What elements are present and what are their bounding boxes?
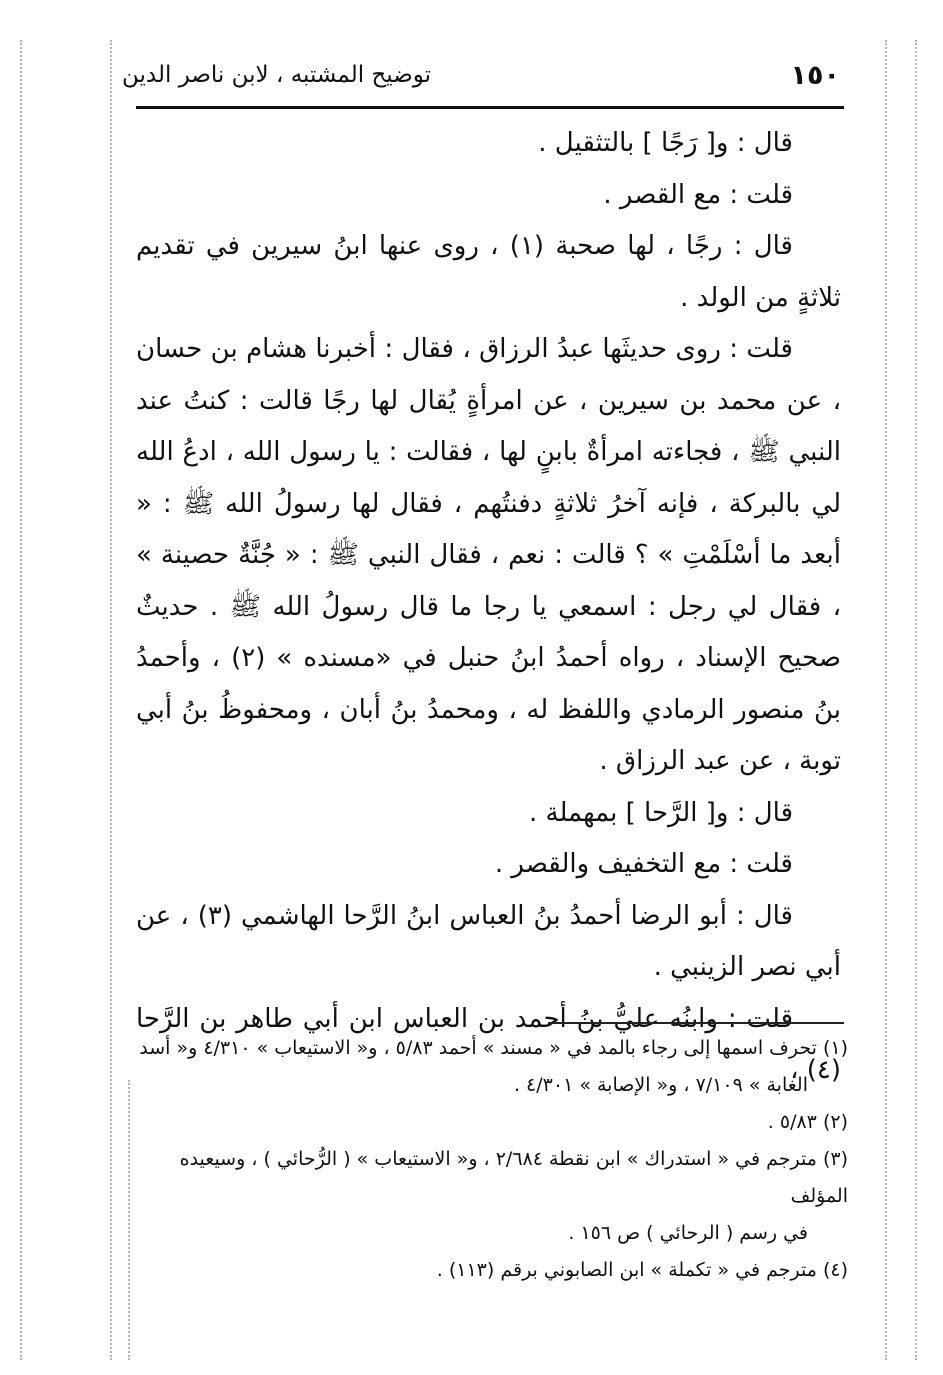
running-title: توضيح المشتبه ، لابن ناصر الدين <box>122 62 432 88</box>
footnote-line: (٢) ٥/٨٣ . <box>767 1111 848 1133</box>
page-header <box>122 58 840 102</box>
paragraph: قلت : مع التخفيف والقصر . <box>494 849 793 879</box>
footnote-rule <box>548 1022 844 1024</box>
scan-guide-line <box>20 40 22 1360</box>
footnote-line: في رسم ( الرحائي ) ص ١٥٦ . <box>568 1222 808 1244</box>
scan-guide-line <box>110 40 112 1360</box>
paragraph: قلت : مع القصر . <box>603 179 793 210</box>
paragraph: قال : أبو الرضا أحمدُ بنُ العباس ابنُ الرَّحا الهاشمي (٣) ، عن أبي نصر الزينبي . <box>136 900 841 982</box>
main-text <box>136 118 841 1097</box>
paragraph: قلت : وابنُه عليُّ بنُ أحمد بن العباس ابن أبي طاهر بن الرَّحا (٤) ، <box>136 1003 841 1085</box>
scan-guide-line <box>915 40 917 1360</box>
page-number: ١٥٠ <box>790 60 840 91</box>
footnote-line: الغابة » ٧/١٠٩ ، و« الإصابة » ٤/٣٠١ . <box>513 1074 808 1096</box>
footnote-line: (١) تحرف اسمها إلى رجاء بالمد في « مسند » أحمد ٥/٨٣ ، و« الاستيعاب » ٤/٣١٠ و« أسد <box>139 1037 848 1059</box>
footnotes <box>136 1030 848 1289</box>
header-rule <box>136 106 844 109</box>
footnote-line: (٤) مترجم في « تكملة » ابن الصابوني برقم (١١٣) . <box>436 1259 848 1281</box>
scan-guide-line <box>885 40 887 1360</box>
paragraph: قال : و[ الرَّحا ] بمهملة . <box>528 797 793 828</box>
scan-guide-line <box>128 1080 130 1360</box>
footnote-line: (٣) مترجم في « استدراك » ابن نقطة ٢/٦٨٤ ، و« الاستيعاب » ( الرُّحائي ) ، وسيعيده المؤلف <box>179 1148 848 1207</box>
paragraph: قال : رجًا ، لها صحبة (١) ، روى عنها ابنُ سيرين في تقديم ثلاثةٍ من الولد . <box>136 231 841 313</box>
paragraph: قلت : روى حديثَها عبدُ الرزاق ، فقال : أخبرنا هشام بن حسان ، عن محمد بن سيرين ، عن امرأةٍ يُقال لها رجًا قالت : كنتُ عند النبي ﷺ ، فجاءته امرأةٌ بابنٍ لها ، فقالت : يا رسول الله ، ادعُ الله لي بالبركة ، فإنه آخرُ ثلاثةٍ دفنتُهم ، فقال لها رسولُ الله ﷺ : « أبعد ما أسْلَمْتِ » ؟ قالت : نعم ، فقال النبي ﷺ : « جُنَّةٌ حصينة » ، فقال لي رجل : اسمعي يا رجا ما قال رسولُ الله ﷺ . حديثٌ صحيح الإسناد ، رواه أحمدُ ابنُ حنبل في «مسنده » (٢) ، وأحمدُ بنُ منصور الرمادي واللفظ له ، ومحمدُ بنُ أبان ، ومحفوظُ بنُ أبي توبة ، عن عبد الرزاق . <box>136 334 841 776</box>
paragraph: قال : و[ رَجًا ] بالتثقيل . <box>538 128 793 158</box>
